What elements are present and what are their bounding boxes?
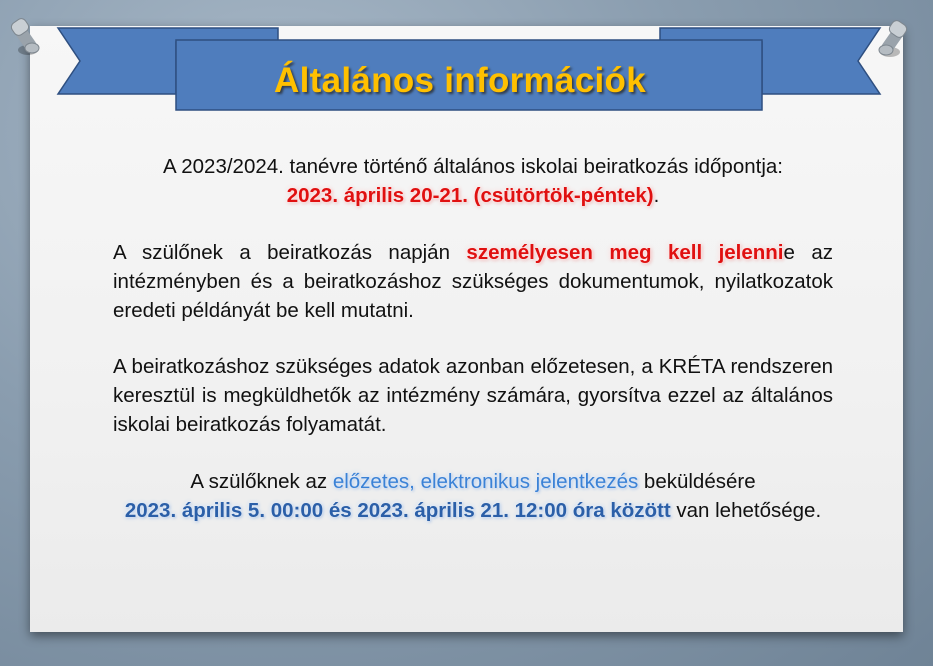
- attendance-highlight: személyesen meg kell jelenni: [466, 241, 784, 264]
- attendance-text-end: e az intézményben és a beiratkozáshoz szükséges dokumentumok, nyilatkozatok eredeti példányát be kell mutatni.: [113, 241, 834, 322]
- application-text-end: van lehetősége.: [670, 499, 822, 522]
- page-title: Általános információk: [274, 61, 646, 100]
- application-text-start: A szülőknek az: [190, 470, 333, 493]
- kreta-text: A beiratkozáshoz szükséges adatok azonban előzetesen, a KRÉTA rendszeren keresztül is megküldhetők az intézmény számára, gyorsítva ezzel az általános iskolai beiratkozás folyamatát.: [113, 355, 833, 436]
- electronic-application-paragraph: [113, 467, 833, 525]
- application-text-mid: beküldésére: [638, 470, 756, 493]
- application-period: 2023. április 5. 00:00 és 2023. április 21. 12:00 óra között: [124, 499, 671, 522]
- enrollment-date-intro: A 2023/2024. tanévre történő általános iskolai beiratkozás időpontja:: [163, 155, 783, 178]
- personal-attendance-paragraph: [113, 238, 833, 325]
- enrollment-date: 2023. április 20-21. (csütörtök-péntek): [286, 184, 654, 207]
- enrollment-date-paragraph: [113, 152, 833, 210]
- attendance-text-start: A szülőnek a beiratkozás napján: [113, 241, 467, 264]
- enrollment-date-period-mark: .: [653, 184, 660, 207]
- kreta-paragraph: [113, 352, 833, 439]
- application-highlight: előzetes, elektronikus jelentkezés: [332, 470, 639, 493]
